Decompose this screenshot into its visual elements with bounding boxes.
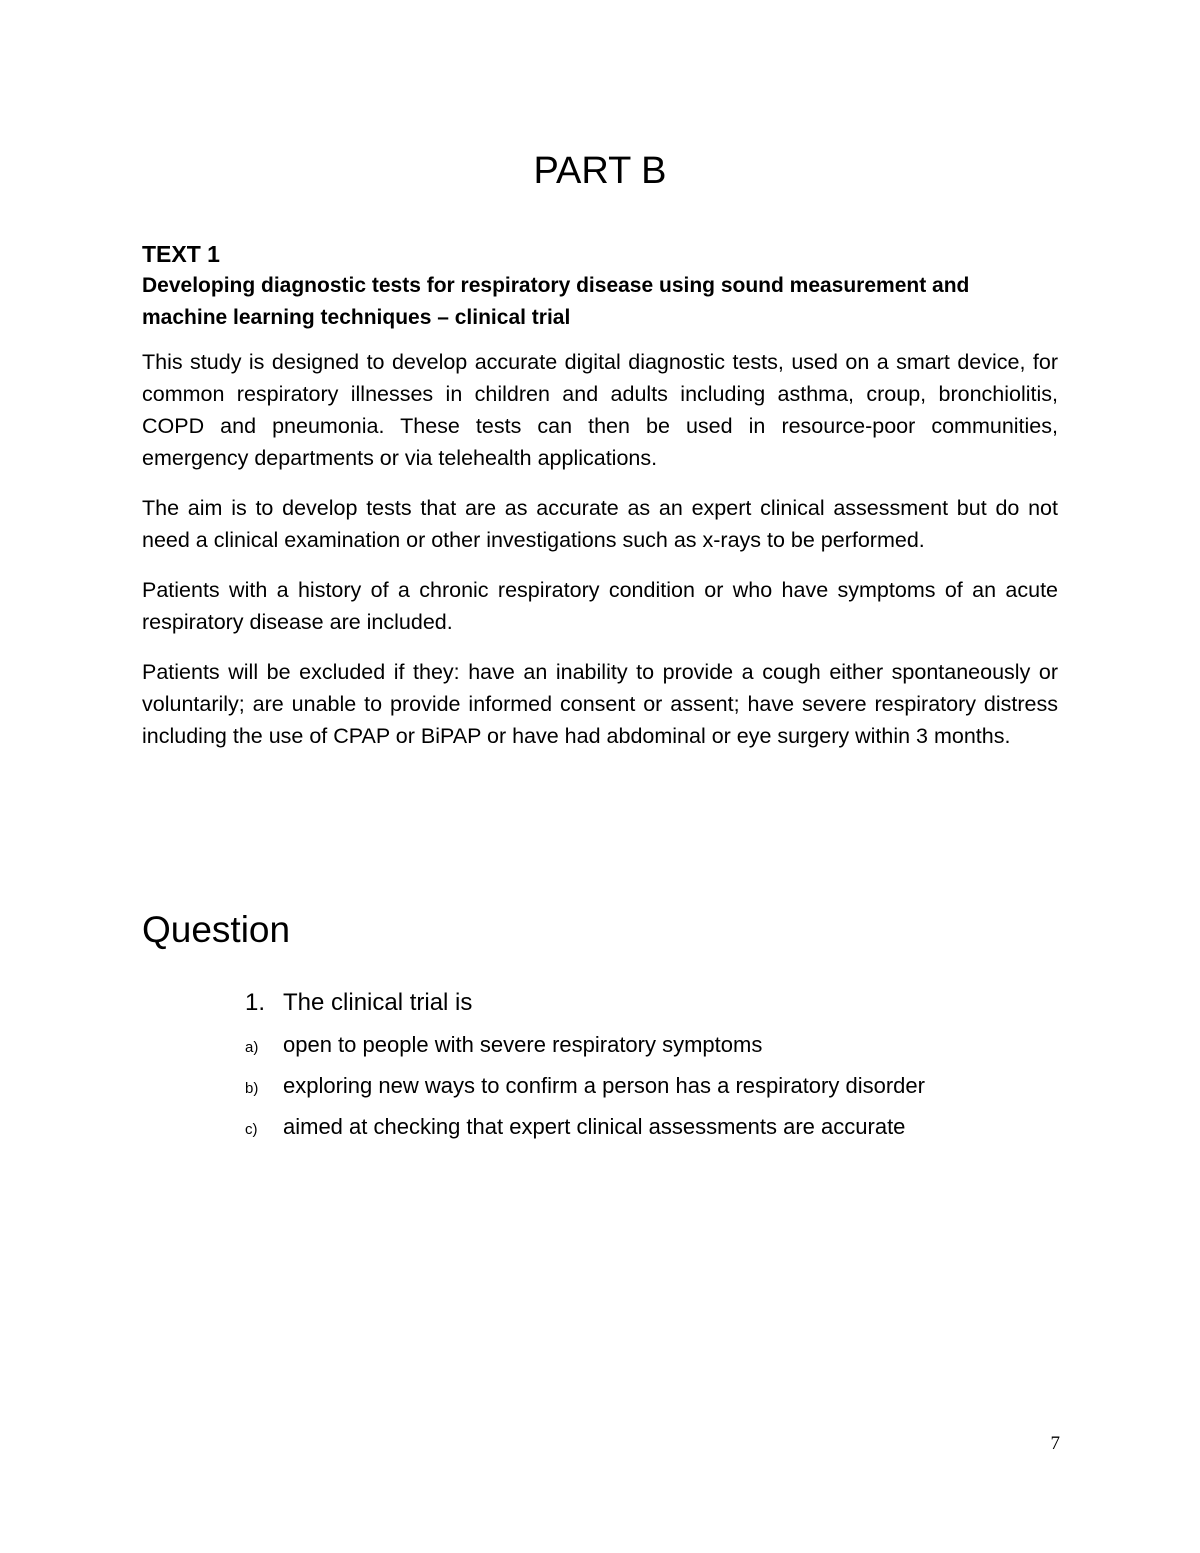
option-marker: a) — [245, 1039, 259, 1056]
answer-option-a — [245, 1026, 1065, 1067]
question-number: 1. — [245, 989, 266, 1016]
option-marker: c) — [245, 1121, 258, 1138]
question-stem-text: The clinical trial is — [283, 989, 473, 1016]
question-block — [245, 984, 1065, 1149]
option-text: aimed at checking that expert clinical assessments are accurate — [283, 1114, 906, 1139]
option-text: open to people with severe respiratory symptoms — [283, 1032, 763, 1057]
option-text: exploring new ways to confirm a person has a respiratory disorder — [283, 1073, 925, 1098]
option-marker: b) — [245, 1080, 259, 1097]
text-label: TEXT 1 — [142, 241, 220, 267]
text-heading: Developing diagnostic tests for respiratory disease using sound measurement and machine learning techniques – clinical trial — [142, 274, 970, 329]
answer-option-b — [245, 1067, 1065, 1108]
reading-text — [142, 238, 1058, 770]
paragraph: This study is designed to develop accurate digital diagnostic tests, used on a smart device, for common respiratory illnesses in children and adults including asthma, croup, bronchiolitis, COPD and pneumonia. These tests can then be used in resource-poor communities, emergency departments or via telehealth applications. — [142, 350, 1058, 470]
paragraph: Patients with a history of a chronic respiratory condition or who have symptoms of an acute respiratory disease are included. — [142, 578, 1058, 634]
question-title: Question — [142, 909, 291, 950]
paragraph: The aim is to develop tests that are as accurate as an expert clinical assessment but do not need a clinical examination or other investigations such as x-rays to be performed. — [142, 496, 1058, 552]
page-number: 7 — [1050, 1433, 1060, 1454]
part-title: PART B — [533, 150, 667, 192]
question-stem — [245, 984, 1065, 1022]
answer-option-c — [245, 1108, 1065, 1149]
paragraph: Patients will be excluded if they: have an inability to provide a cough either spontaneously or voluntarily; are unable to provide informed consent or assent; have severe respiratory distress including the use of CPAP or BiPAP or have had abdominal or eye surgery within 3 months. — [142, 660, 1058, 748]
